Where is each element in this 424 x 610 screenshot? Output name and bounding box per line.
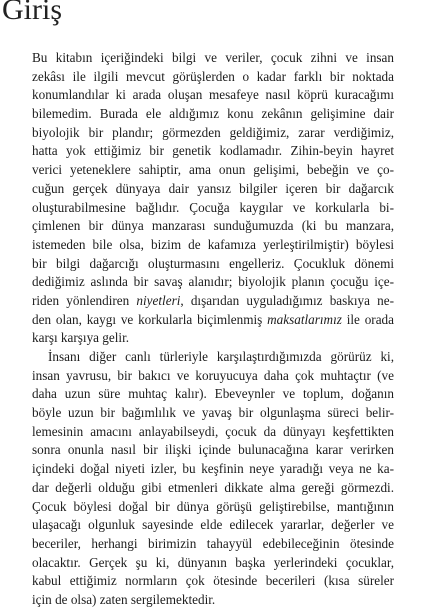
text-line: bilemedim. Burada ele aldığımız konu zekânın gelişimine dair [32,106,394,122]
text-line: karşı karşıya gelir. [32,330,130,346]
text-line: dar değerli olduğu gibi etmenleri dikkate alma gereği görmezdi. [32,479,394,495]
text-line: için de olsa) zaten sergilemektedir. [32,591,216,607]
text-line: ulaşacağı olgunluk sayesinde elde edilecek yararlar, değerler ve [32,517,394,533]
emphasis-niyetleri: niyetleri [136,292,181,308]
text-line: Bu kitabın içeriğindeki bilgi ve veriler, çocuk zihni ve insan [32,50,394,65]
text-line: zekâsı ile ilgili mevcut görüşlerden o kadar farklı bir noktada [32,68,394,84]
chapter-body [32,49,394,610]
text-line: dediğimiz aslında bir savaş alanıdır; biyolojik planın çocuğu içe- [32,274,394,290]
text-line: sonra onunla nasıl bir ilişki içinde bulunacağına karar verirken [32,442,394,458]
text-line: daha uzun süre muhtaç kalır). Ebeveynler ve toplum, doğanın [32,386,394,402]
emphasis-maksatlarimiz: maksatlarımız [267,311,342,327]
text-segment: riden yönlendiren [32,292,137,308]
text-line: lemesinin amacını anlayabilseydi, çocuk da dünyayı keşfettikten [32,423,394,439]
text-line: kabul ettiğimiz normların çok ötesinde becerileri (kısa süreler [32,573,394,589]
paragraph-2 [32,348,394,610]
text-line: beceriler, herhangi birimizin tahayyül edebileceğinin ötesinde [32,535,394,551]
text-segment: , dışarıdan uyguladığımız baskıya ne- [180,292,394,308]
text-line: böyle uzun bir bağımlılık ve yavaş bir olgunlaşma süreci belir- [32,405,394,421]
text-line: çimlenen bir dünya manzarası sunduğumuzda (ki bu manzara, [32,218,394,234]
text-line: içindeki doğal niyeti izler, bu keşfinin neye yaradığı veya ne ka- [32,461,394,477]
text-line: istemeden bile olsa, bizim de kafamıza yerleştirilmiştir) böylesi [32,236,394,252]
text-line: verici yeteneklere sahiptir, ama onun gelişimi, bebeğin ve ço- [32,162,394,178]
text-line: hatta yok ettiğimiz bir genetik kodlamadır. Zihin-beyin hayret [32,143,394,159]
chapter-title: Giriş [2,0,62,26]
paragraph-1 [32,49,394,348]
text-line: oluşturabilmesine bağlıdır. Çocuğa kaygılar ve korkularla bi- [32,199,394,215]
text-line: İnsanı diğer canlı türleriyle karşılaştırdığımızda görürüz ki, [48,349,394,364]
text-segment: ile orada [341,311,394,327]
text-line: biyolojik bir plandır; görmezden geldiğimiz, zarar verdiğimiz, [32,124,394,140]
text-line: insan yavrusu, bir bakıcı ve koruyucuya daha çok muhtaçtır (ve [32,367,394,383]
text-segment: den olan, kaygı ve korkularla biçimlenmiş [32,311,268,327]
text-line: cuğun gerçek dünyaya dair yansız bilgiler içeren bir dağarcık [32,180,394,196]
text-line [32,292,394,311]
text-line: olacaktır. Gerçek şu ki, dünyanın başka yerlerindeki çocuklar, [32,554,394,570]
text-line: bir bilgi dağarcığı oluşturmasını engelleriz. Çocukluk dönemi [32,255,394,271]
text-line [32,311,394,330]
text-line: Çocuk böylesi doğal bir dünya görüşü geliştirebilse, mantığının [32,498,394,514]
text-line: konumlandılar ki arada oluşan mesafeye nasıl köprü kuracağımı [32,87,394,103]
